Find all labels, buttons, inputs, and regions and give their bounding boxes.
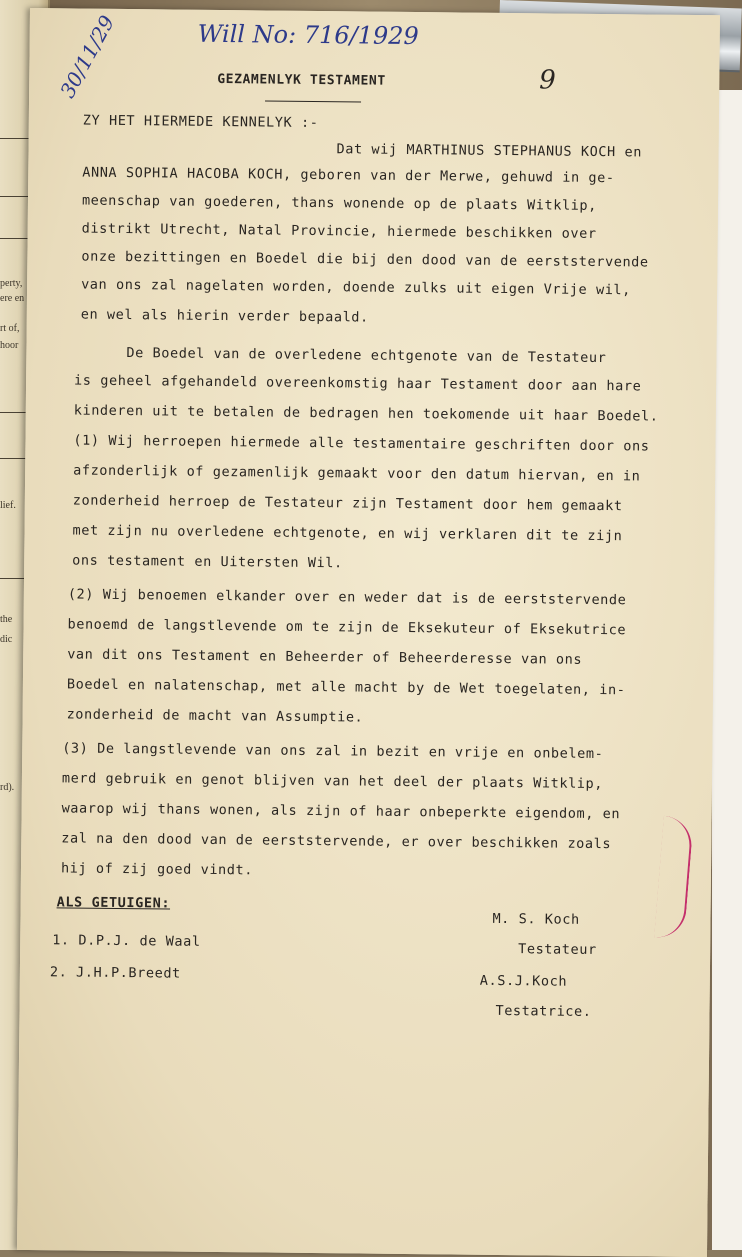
text-line: en wel als hierin verder bepaald. <box>80 306 369 326</box>
text-line: waarop wij thans wonen, als zijn of haar onbeperkte eigendom, en <box>61 800 621 823</box>
text-line: distrikt Utrecht, Natal Provincie, hiermede beschikken over <box>81 220 597 242</box>
underlying-rule <box>0 196 30 197</box>
text-line: ons testament en Uitersten Wil. <box>72 552 343 572</box>
text-line: van dit ons Testament en Beheerder of Beheerderesse van ons <box>67 646 583 668</box>
document-title: GEZAMENLYK TESTAMENT <box>217 71 386 89</box>
underlying-text: dic <box>0 634 13 645</box>
underlying-text: hoor <box>0 340 19 351</box>
witnesses-heading: ALS GETUIGEN: <box>56 894 171 912</box>
text-line: Dat wij MARTHINUS STEPHANUS KOCH en <box>336 141 643 161</box>
handwritten-folio: 9 <box>539 65 556 96</box>
signatory-1-role: Testateur <box>518 941 597 958</box>
witness-2: 2. J.H.P.Breedt <box>49 964 181 982</box>
text-line: merd gebruik en genot blijven van het deel der plaats Witklip, <box>61 770 604 793</box>
text-line: Boedel en nalatenschap, met alle macht by de Wet toegelaten, in- <box>66 676 626 699</box>
underlying-text: rt of, <box>0 323 20 334</box>
underlying-text: lief. <box>0 500 16 511</box>
document-page <box>17 8 720 1257</box>
signatory-1-name: M. S. Koch <box>492 910 580 928</box>
text-line: is geheel afgehandeld overeenkomstig haar Testament door aan hare <box>74 372 642 395</box>
text-line: hij of zij goed vindt. <box>60 860 254 879</box>
underlying-rule <box>0 138 30 139</box>
text-line: (2) Wij benoemen elkander over en weder dat is de eerststervende <box>67 586 627 609</box>
underlying-text: rd). <box>0 782 15 793</box>
text-line: ANNA SOPHIA HACOBA KOCH, geboren van der Merwe, gehuwd in ge- <box>82 164 615 187</box>
text-line: benoemd de langstlevende om te zijn de Eksekuteur of Eksekutrice <box>67 616 627 639</box>
text-line: (3) De langstlevende van ons zal in bezit en vrije en onbelem- <box>62 740 604 763</box>
underlying-rule <box>0 238 30 239</box>
text-line: kinderen uit te betalen de bedragen hen toekomende uit haar Boedel. <box>73 402 659 425</box>
handwritten-date: 30/11/29 <box>55 11 120 102</box>
text-line: zonderheid herroep de Testateur zijn Testament door hem gemaakt <box>72 492 623 515</box>
underlying-text: perty, <box>0 278 23 289</box>
witness-1: 1. D.P.J. de Waal <box>52 932 201 950</box>
text-line: ZY HET HIERMEDE KENNELYK :- <box>82 112 319 132</box>
text-line: De Boedel van de overledene echtgenote van de Testateur <box>126 345 607 367</box>
text-line: zal na den dood van de eerststervende, er over beschikken zoals <box>61 830 612 853</box>
underlying-text: ere en <box>0 293 25 304</box>
text-line: onze bezittingen en Boedel die bij den dood van de eerststervende <box>81 248 649 271</box>
text-line: meenschap van goederen, thans wonende op de plaats Witklip, <box>81 192 597 214</box>
signatory-2-name: A.S.J.Koch <box>479 972 568 990</box>
text-line: afzonderlijk of gezamenlijk gemaakt voor den datum hiervan, en in <box>73 462 641 485</box>
text-line: van ons zal nagelaten worden, doende zulks uit eigen Vrije wil, <box>81 276 632 299</box>
text-line: zonderheid de macht van Assumptie. <box>66 706 364 726</box>
margin-pen-mark <box>654 816 694 940</box>
handwritten-will-number: Will No: 716/1929 <box>197 19 419 51</box>
underlying-text: the <box>0 614 13 625</box>
text-line: (1) Wij herroepen hiermede alle testamentaire geschriften door ons <box>73 432 650 455</box>
signatory-2-role: Testatrice. <box>495 1002 592 1020</box>
text-line: met zijn nu overledene echtgenote, en wij verklaren dit te zijn <box>72 522 623 545</box>
title-rule <box>265 100 361 102</box>
